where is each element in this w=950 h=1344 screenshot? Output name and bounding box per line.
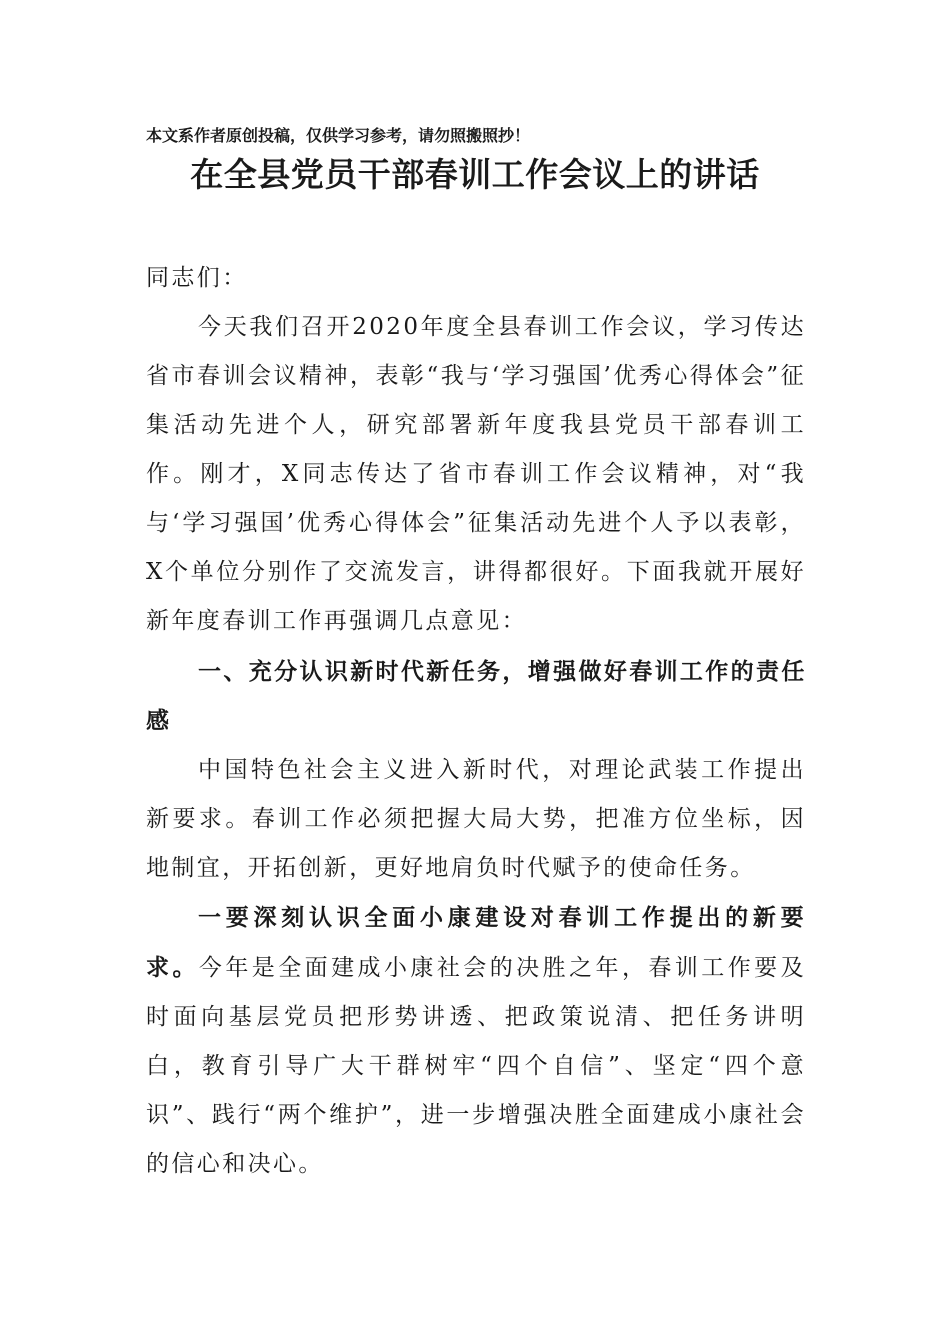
- paragraph-section-1: 中国特色社会主义进入新时代，对理论武装工作提出新要求。春训工作必须把握大局大势，把准方位坐标，因地制宜，开拓创新，更好地肩负时代赋予的使命任务。: [146, 757, 806, 881]
- section-heading-1: 一、充分认识新时代新任务，增强做好春训工作的责任感: [146, 659, 806, 734]
- point-1-text: 今年是全面建成小康社会的决胜之年，春训工作要及时面向基层党员把形势讲透、把政策说清、把任务讲明白，教育引导广大干群树牢“四个自信”、坚定“四个意识”、践行“两个维护”，进一步增强决胜全面建成小康社会的信心和决心。: [146, 955, 806, 1177]
- document-body: [146, 254, 806, 1189]
- paragraph-point-1: [146, 893, 806, 1189]
- disclaimer-note: 本文系作者原创投稿，仅供学习参考，请勿照搬照抄！: [146, 126, 531, 145]
- document-title: 在全县党员干部春训工作会议上的讲话: [190, 155, 760, 194]
- paragraph-intro: 今天我们召开2020年度全县春训工作会议，学习传达省市春训会议精神，表彰“我与‘学习强国’优秀心得体会”征集活动先进个人，研究部署新年度我县党员干部春训工作。刚才，X同志传达了省市春训工作会议精神，对“我与‘学习强国’优秀心得体会”征集活动先进个人予以表彰，X个单位分别作了交流发言，讲得都很好。下面我就开展好新年度春训工作再强调几点意见：: [146, 314, 806, 634]
- point-1-lead: 一要深刻认识全面小康建设对春训工作提出的新要求。: [146, 904, 806, 981]
- salutation: 同志们：: [146, 265, 248, 291]
